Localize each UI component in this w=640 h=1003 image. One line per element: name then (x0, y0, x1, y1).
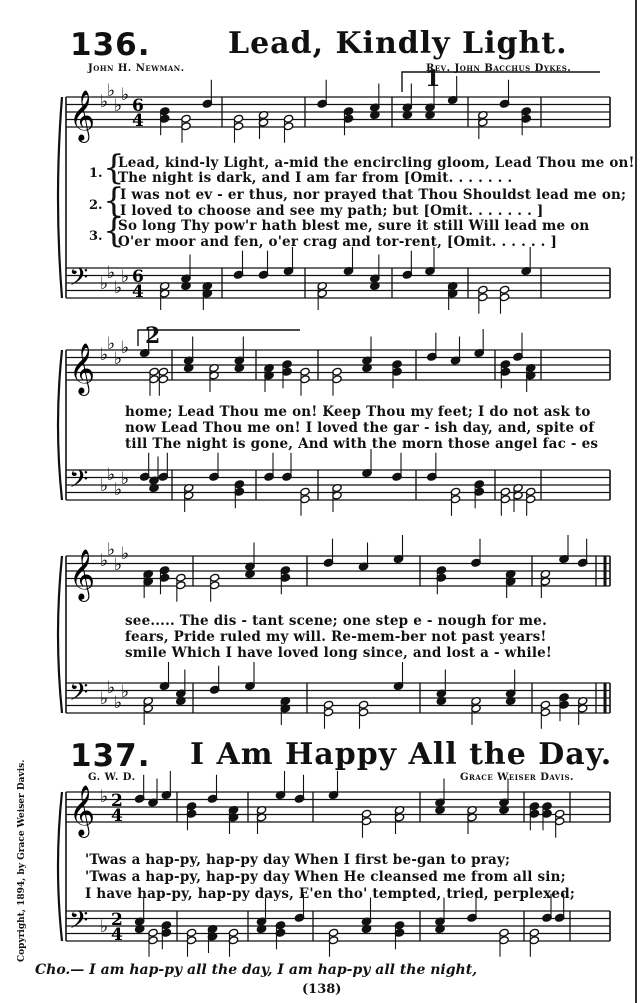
flat-sign: ♭ (107, 263, 116, 283)
hymn-137-number: 137. (70, 738, 151, 774)
flat-sign: ♭ (121, 544, 130, 564)
flat-sign: ♭ (100, 787, 109, 807)
lyric-line: home; Lead Thou me on! Keep Thou my feet; I do not ask to (125, 404, 591, 420)
chorus-label: Cho.— (35, 962, 85, 978)
time-signature: 6 (132, 96, 144, 116)
flat-sign: ♭ (100, 551, 109, 571)
flat-sign: ♭ (100, 92, 109, 112)
lyric-line: The night is dark, and I am far from [Omit. . . . . . . (118, 170, 513, 186)
flat-sign: ♭ (114, 278, 123, 298)
system-brace (58, 350, 62, 500)
system-brace (58, 792, 62, 941)
time-signature: 2 (111, 791, 123, 811)
hymn-136-composer: Rev. John Bacchus Dykes. (426, 63, 572, 74)
verse-number-2: 2. (89, 198, 103, 213)
ending-bracket (138, 330, 300, 346)
lyric-line: fears, Pride ruled my will. Re-mem-ber not past years! (125, 629, 547, 645)
time-signature: 4 (132, 282, 144, 302)
lyric-line: I loved to choose and see my path; but [Omit. . . . . . . ] (120, 203, 544, 219)
time-signature: 4 (132, 111, 144, 131)
flat-sign: ♭ (107, 334, 116, 354)
verse-brace: { (103, 181, 125, 221)
hymn-137-author: G. W. D. (88, 772, 136, 783)
treble-clef: 𝄞 (69, 90, 96, 141)
first-ending-mark: 1 (425, 66, 441, 92)
hymn-137-composer: Grace Weiser Davis. (460, 772, 575, 783)
lyric-line: O'er moor and fen, o'er crag and tor-rent, [Omit. . . . . . ] (118, 234, 558, 250)
flat-sign: ♭ (100, 476, 109, 496)
flat-sign: ♭ (114, 693, 123, 713)
verse-brace: { (103, 148, 125, 188)
lyric-line: I have hap-py, hap-py days, E'en tho' tempted, tried, perplexed; (85, 886, 576, 902)
verse-brace: { (103, 211, 125, 251)
lyric-line: till The night is gone, And with the morn those angel fac - es (125, 436, 599, 452)
system-brace (58, 97, 62, 298)
treble-clef: 𝄞 (69, 343, 96, 394)
flat-sign: ♭ (107, 81, 116, 101)
treble-clef: 𝄞 (69, 549, 96, 600)
bass-clef: 𝄢 (69, 263, 89, 298)
flat-sign: ♭ (121, 682, 130, 702)
flat-sign: ♭ (114, 96, 123, 116)
page-number: (138) (302, 982, 342, 997)
flat-sign: ♭ (107, 678, 116, 698)
verse-number-3: 3. (89, 229, 103, 244)
hymn-137-title: I Am Happy All the Day. (190, 737, 613, 772)
flat-sign: ♭ (114, 349, 123, 369)
time-signature: 2 (111, 910, 123, 930)
second-ending-mark: 2 (145, 323, 161, 349)
flat-sign: ♭ (121, 267, 130, 287)
lyric-line: 'Twas a hap-py, hap-py day When He cleansed me from all sin; (85, 869, 566, 885)
flat-sign: ♭ (107, 465, 116, 485)
time-signature: 4 (111, 925, 123, 945)
flat-sign: ♭ (121, 338, 130, 358)
chorus-lyric: I am hap-py all the day, I am hap-py all the night, (89, 962, 478, 978)
lyric-line: now Lead Thou me on! I loved the gar - ish day, and, spite of (125, 420, 595, 436)
flat-sign: ♭ (100, 689, 109, 709)
lyric-line: Lead, kind-ly Light, a-mid the encircling gloom, Lead Thou me on! (118, 155, 635, 171)
flat-sign: ♭ (100, 274, 109, 294)
lyric-line: So long Thy pow'r hath blest me, sure it still Will lead me on (118, 218, 590, 234)
lyric-line: smile Which I have loved long since, and lost a - while! (125, 645, 553, 661)
time-signature: 4 (111, 806, 123, 826)
bass-clef: 𝄢 (69, 906, 89, 941)
verse-number-1: 1. (89, 166, 103, 181)
system-brace (58, 556, 62, 713)
flat-sign: ♭ (100, 345, 109, 365)
bass-clef: 𝄢 (69, 465, 89, 500)
flat-sign: ♭ (100, 917, 109, 937)
time-signature: 6 (132, 267, 144, 287)
flat-sign: ♭ (114, 555, 123, 575)
flat-sign: ♭ (107, 540, 116, 560)
hymn-136-title: Lead, Kindly Light. (228, 26, 568, 61)
lyric-line: see..... The dis - tant scene; one step e - nough for me. (125, 613, 547, 629)
bass-clef: 𝄢 (69, 678, 89, 713)
treble-clef: 𝄞 (69, 785, 96, 836)
hymn-136-author: John H. Newman. (88, 63, 185, 74)
copyright-notice: Copyright, 1894, by Grace Weiser Davis. (17, 759, 27, 962)
lyric-line: 'Twas a hap-py, hap-py day When I first be-gan to pray; (85, 852, 511, 868)
flat-sign: ♭ (114, 480, 123, 500)
lyric-line: I was not ev - er thus, nor prayed that Thou Shouldst lead me on; (120, 187, 627, 203)
flat-sign: ♭ (121, 469, 130, 489)
flat-sign: ♭ (121, 85, 130, 105)
hymn-136-number: 136. (70, 27, 151, 63)
